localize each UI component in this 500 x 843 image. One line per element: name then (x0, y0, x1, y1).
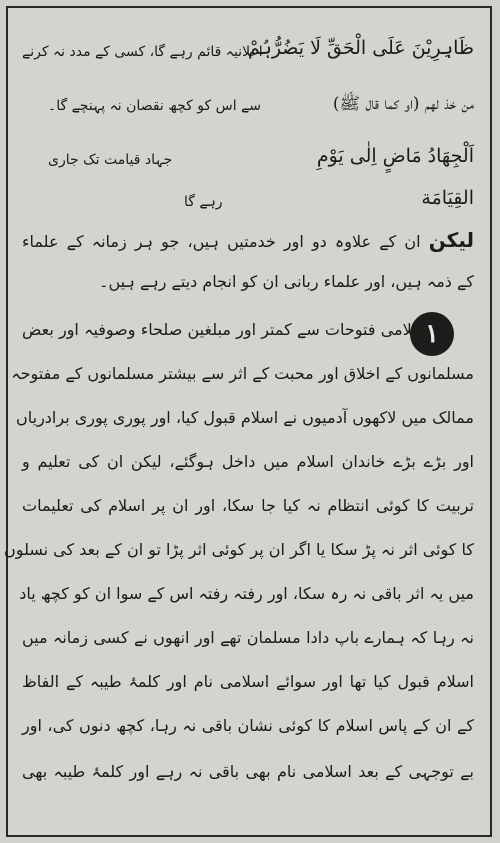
arabic-line-2: من خذ لھم (او کما قال ﷺ) (332, 94, 474, 114)
paragraph-line: میں یہ اثر باقی نہ رہ سکا، اور رفتہ رفتہ اس کے سوا ان کو کچھ یاد (19, 584, 474, 603)
paragraph-line: نہ رہا کہ ہمارے باپ دادا مسلمان تھے اور انھوں نے کسی زمانہ میں (22, 628, 474, 647)
section-number-badge: ۱ (410, 312, 454, 356)
translation-line-4: رہے گا (184, 194, 223, 210)
paragraph-line: کے ان کے پاس اسلام کا کوئی نشان باقی نہ رہا، کچھ دنوں کی، اور (22, 716, 474, 735)
paragraph-line: ممالک میں لاکھوں آدمیوں نے اسلام قبول کیا، اور پوری پوری برادریاں (15, 408, 474, 427)
intro-line-1 (22, 230, 474, 252)
translation-line-1: اعلانیہ قائم رہے گا، کسی کے مدد نہ کرنے (22, 44, 263, 60)
translation-line-3: جہاد قیامت تک جاری (48, 152, 173, 168)
arabic-line-4: القِیَامَة (421, 187, 474, 209)
paragraph-line: اسلام قبول کیا تھا اور سوائے اسلامی نام اور کلمۂ طیبہ کے الفاظ (22, 672, 474, 691)
paragraph-line: اسلامی فتوحات سے کمتر اور مبلغین صلحاء وصوفیہ اور بعض (22, 320, 430, 339)
paragraph-line: اور بڑے بڑے خاندان اسلام میں داخل ہوگئے، لیکن ان کی تعلیم و (22, 452, 474, 471)
intro-line-2: کے ذمہ ہیں، اور علماء ربانی ان کو انجام دیتے رہے ہیں۔ (99, 272, 474, 291)
paragraph-line: کا کوئی اثر نہ پڑ سکا یا اگر ان پر کوئی اثر پڑا تو ان کے بعد کی نسلوں (4, 540, 474, 559)
book-page (6, 6, 492, 837)
arabic-line-3: اَلْجِھَادُ مَاضٍ اِلٰی یَوْمِ (316, 145, 474, 167)
paragraph-line: مسلمانوں کے اخلاق اور محبت کے اثر سے بیشتر مسلمانوں کے مفتوحہ (11, 364, 474, 383)
emphasis-word: لیکن (428, 228, 474, 252)
paragraph-line: تربیت کا کوئی انتظام نہ کیا جا سکا، اور ان پر اسلام کی تعلیمات (22, 496, 474, 515)
arabic-line-1: ظَاہِرِیْنَ عَلَی الْحَقِّ لَا یَضُرُّہُمْ (248, 37, 474, 59)
intro-line-1-rest: ان کے علاوہ دو اور خدمتیں ہیں، جو ہر زمانہ کے علماء (22, 232, 421, 251)
paragraph-line: بے توجہی کے بعد اسلامی نام بھی باقی نہ رہے اور کلمۂ طیبہ بھی (22, 762, 474, 781)
translation-line-2: سے اس کو کچھ نقصان نہ پہنچے گا۔ (48, 98, 261, 114)
